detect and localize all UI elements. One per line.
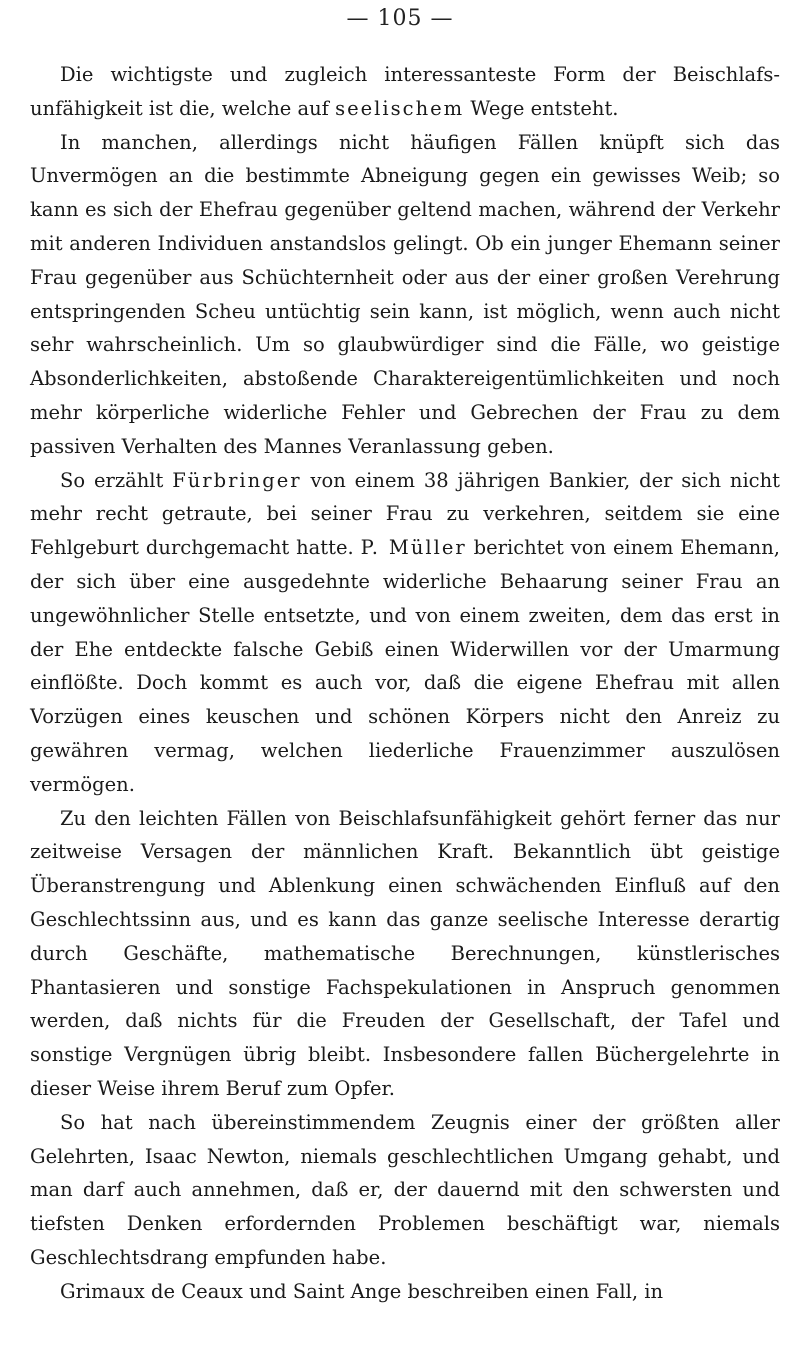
- author-name: P. Müller: [360, 536, 467, 560]
- paragraph-5: [30, 1106, 780, 1275]
- paragraph-text: In manchen, allerdings nicht häufigen Fällen knüpft sich das Unvermögen an die bestimmte Abneigung gegen ein gewisses Weib; so kann es sich der Ehefrau gegenüber geltend machen, während der Verkehr mit anderen Individuen anstandslos gelingt. Ob ein junger Ehemann seiner Frau gegenüber aus Schüchternheit oder aus der einer großen Verehrung entspringenden Scheu untüchtig sein kann, ist möglich, wenn auch nicht sehr wahrscheinlich. Um so glaubwürdiger sind die Fälle, wo geistige Absonderlichkeiten, abstoßende Charaktereigentümlichkeiten und noch mehr körperliche widerliche Fehler und Gebrechen der Frau zu dem passiven Verhalten des Mannes Veranlassung geben.: [30, 130, 780, 458]
- paragraph-text: Die wichtigste und zugleich interessanteste Form der Beischlafs- unfähigkeit ist die, welche auf: [30, 63, 780, 120]
- emphasized-word: seelischem: [335, 96, 465, 120]
- paragraph-text: berichtet von einem Ehemann, der sich über eine ausgedehnte widerliche Behaarung seiner Frau an ungewöhnlicher Stelle entsetzte, und von einem zweiten, dem das erst in der Ehe entdeckte falsche Gebiß einen Widerwillen vor der Umarmung einflößte. Doch kommt es auch vor, daß die eigene Ehefrau mit allen Vorzügen eines keuschen und schönen Körpers nicht den Anreiz zu gewähren vermag, welchen liederliche Frauenzimmer auszulösen vermögen.: [30, 536, 780, 796]
- paragraph-text: Wege entsteht.: [464, 96, 619, 120]
- text-body: [30, 58, 780, 1308]
- paragraph-2: [30, 126, 780, 464]
- paragraph-text: So hat nach übereinstimmendem Zeugnis einer der größten aller Gelehrten, Isaac Newton, niemals geschlechtlichen Umgang gehabt, und man darf auch annehmen, daß er, der dauernd mit den schwersten und tiefsten Denken erfordernden Problemen beschäftigt war, niemals Geschlechtsdrang empfunden habe.: [30, 1110, 780, 1269]
- paragraph-text: Zu den leichten Fällen von Beischlafsunfähigkeit gehört ferner das nur zeitweise Versagen der männlichen Kraft. Bekanntlich übt geistige Überanstrengung und Ablenkung einen schwächenden Einfluß auf den Geschlechtssinn aus, und es kann das ganze seelische Interesse derartig durch Geschäfte, mathematische Berechnungen, künstlerisches Phantasieren und sonstige Fachspekulationen in Anspruch genommen werden, daß nichts für die Freuden der Gesellschaft, der Tafel und sonstige Vergnügen übrig bleibt. Insbesondere fallen Büchergelehrte in dieser Weise ihrem Beruf zum Opfer.: [30, 806, 780, 1100]
- paragraph-text: So erzählt: [60, 468, 173, 492]
- paragraph-3: [30, 464, 780, 802]
- paragraph-6: [30, 1275, 780, 1309]
- author-name: Fürbringer: [172, 468, 302, 492]
- page-number: — 105 —: [346, 6, 454, 31]
- paragraph-1: [30, 58, 780, 126]
- paragraph-text: von einem 38 jährigen Bankier, der sich nicht mehr recht getraute, bei seiner Frau zu verkehren, seitdem sie eine Fehlgeburt durchgemacht hatte.: [30, 468, 780, 560]
- paragraph-text: Grimaux de Ceaux und Saint Ange beschreiben einen Fall, in: [60, 1279, 664, 1303]
- paragraph-4: [30, 802, 780, 1106]
